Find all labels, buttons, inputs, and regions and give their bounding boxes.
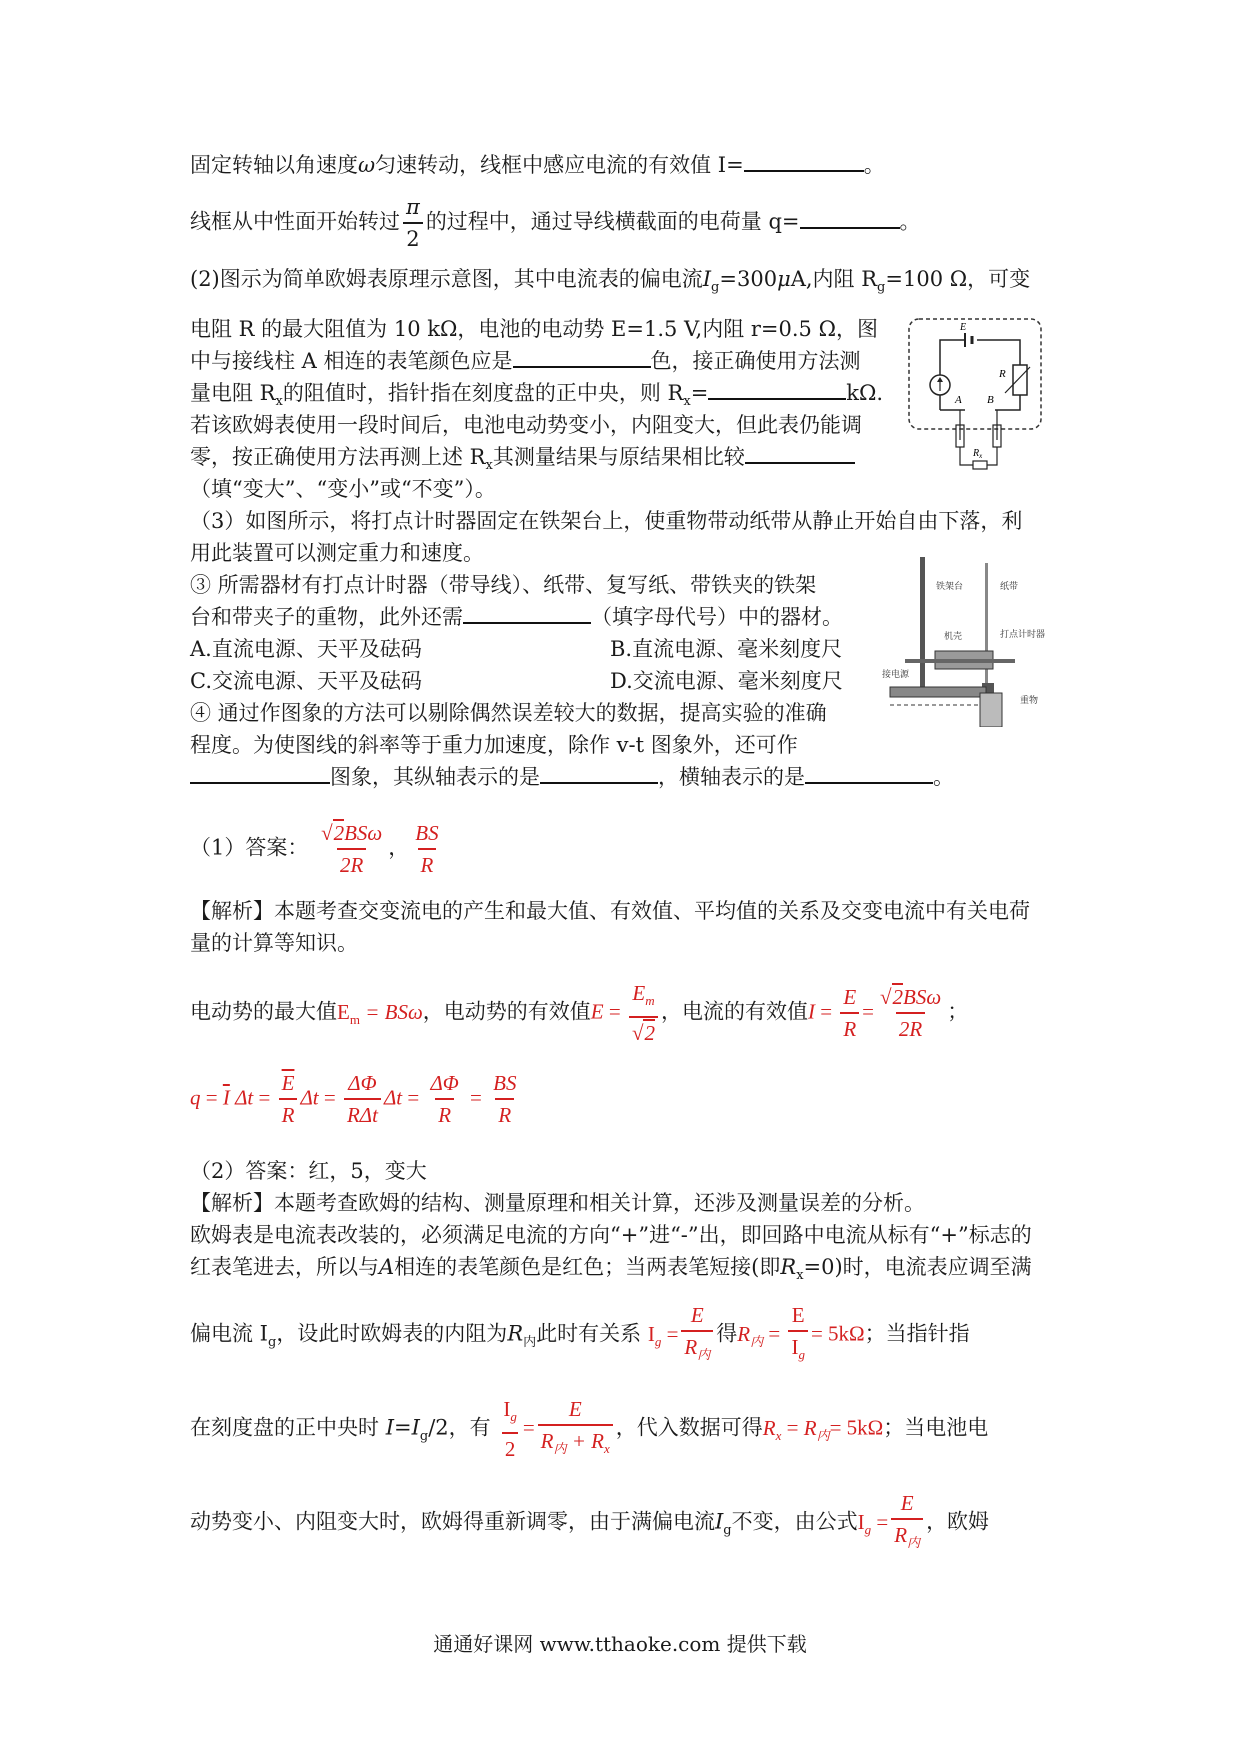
fraction-E-Rnei-Rx: $\frac{E}{R_内 + R_x}$	[538, 1394, 613, 1464]
fraction-BS-R: $\frac{BS}{R}$	[490, 1068, 519, 1130]
answer-blank	[463, 602, 591, 624]
terminal-B-label: B	[987, 394, 994, 406]
q3-option-D: D.交流电源、毫米刻度尺	[610, 669, 843, 693]
analysis-2-line5: 在刻度盘的正中央时 $I=I_g/2$，有 $\frac{I_g}{2}$ = $\frac{E}{R_内 + R_x}$ ，代入数据可得$R_x = R_内= 5k\Omega$；当电池电	[190, 1394, 988, 1464]
label-R: R	[999, 368, 1006, 380]
q3-line8: 图象，其纵轴表示的是 ，横轴表示的是 。	[190, 762, 954, 792]
q1-line1: 固定转轴以角速度ω匀速转动，线框中感应电流的有效值 I= 。	[190, 150, 885, 180]
answer-1-fraction-a: $\frac{\text{√2BSω}}{2R}$	[318, 818, 385, 880]
answer-blank	[805, 762, 933, 784]
q3-line3: ③ 所需器材有打点计时器（带导线）、纸带、复写纸、带铁夹的铁架	[190, 573, 817, 597]
analysis-2-line1: 【解析】本题考查欧姆的结构、测量原理和相关计算，还涉及测量误差的分析。	[190, 1191, 925, 1215]
iron-stand-pole	[920, 557, 925, 687]
answer-blank	[800, 207, 900, 229]
analysis-2-line4: 偏电流 $I_g$，设此时欧姆表的内阻为$R_内$此时有关系 $I_g$ = $\frac{E}{R_内}$ 得$R_内$ = $\frac{E}{I_g}$ = 5kΩ；当指针指	[190, 1300, 970, 1370]
answer-blank	[744, 150, 864, 172]
fraction-Ig-over-2: $\frac{I_g}{2}$	[500, 1394, 520, 1464]
q2-line3: 中与接线柱 A 相连的表笔颜色应是 色，接正确使用方法测	[190, 346, 861, 376]
analysis-1-line2: 量的计算等知识。	[190, 931, 358, 955]
label-power: 接电源	[882, 670, 910, 680]
analysis-1-formula-line: 电动势的最大值$E_m = BS\omega$，电动势的有效值E = $\frac{E_m}{√2}$ ，电流的有效值I = $\frac{E}{R}$ = $\frac{\text{√2BSω}}{2R}$ ；	[190, 978, 968, 1048]
label-paper-tape: 纸带	[1000, 582, 1019, 592]
label-weight: 重物	[1020, 696, 1039, 706]
terminal-A-label: A	[955, 394, 962, 406]
answer-blank	[708, 378, 846, 400]
q1-line2: 线框从中性面开始转过 $\frac{\pi}{2}$ 的过程中，通过导线横截面的电荷量 q= 。	[190, 192, 921, 254]
label-E: E	[960, 322, 967, 333]
label-iron-stand: 铁架台	[936, 582, 964, 592]
answer-1-fraction-b: $\frac{BS}{R}$	[412, 818, 441, 880]
q3-line4: 台和带夹子的重物，此外还需 （填字母代号）中的器材。	[190, 602, 843, 632]
answer-blank	[540, 762, 658, 784]
fraction-E-Ig: $\frac{E}{I_g}$	[788, 1300, 808, 1370]
analysis-2-line2: 欧姆表是电流表改装的，必须满足电流的方向“+”进“-”出，即回路中电流从标有“+”标志的	[190, 1223, 1032, 1247]
q2-line7: （填“变大”、“变小”或“不变”）。	[190, 477, 496, 501]
fraction-E-eff: $\frac{E_m}{√2}$	[629, 978, 658, 1048]
q3-line2: 用此装置可以测定重力和速度。	[190, 541, 484, 565]
paper-tape	[985, 563, 988, 693]
answer-blank	[190, 762, 330, 784]
answer-blank	[745, 442, 855, 464]
fraction-E-Rnei: $\frac{E}{R_内}$	[681, 1300, 713, 1370]
q3-option-A: A.直流电源、天平及砝码	[190, 637, 422, 661]
q2-line5: 若该欧姆表使用一段时间后，电池电动势变小，内阻变大，但此表仍能调	[190, 413, 862, 437]
q3-line7: 程度。为使图线的斜率等于重力加速度，除作 v-t 图象外，还可作	[190, 733, 798, 757]
q3-line1: （3）如图所示，将打点计时器固定在铁架台上，使重物带动纸带从静止开始自由下落，利	[190, 509, 1023, 533]
page-footer: 通通好课网 www.tthaoke.com 提供下载	[433, 1632, 807, 1656]
fraction-E-Rnei-2: $\frac{E}{R_内}$	[891, 1488, 923, 1558]
fraction-I-eff: $\frac{\text{√2BSω}}{2R}$	[877, 982, 944, 1044]
analysis-2-line6: 动势变小、内阻变大时，欧姆得重新调零，由于满偏电流$I_g$不变，由公式$I_g$ = $\frac{E}{R_内}$ ，欧姆	[190, 1488, 989, 1558]
label-housing: 机壳	[944, 632, 963, 642]
timer-apparatus-figure	[880, 555, 1055, 727]
q2-line6: 零，按正确使用方法再测上述 $R_x$其测量结果与原结果相比较	[190, 442, 855, 481]
fraction-dphi-RDt: $\frac{\Delta\Phi}{\text{RΔt}}$	[344, 1068, 381, 1130]
ohmmeter-diagram	[905, 315, 1045, 473]
formula-Em: $E_m = BS\omega$	[337, 999, 423, 1027]
analysis-1-line1: 【解析】本题考查交变流电的产生和最大值、有效值、平均值的关系及交变电流中有关电荷	[190, 899, 1030, 923]
analysis-1-charge-formula: $q = \overline{I}$ Δt = $\frac{\overline{E}}{R}$ Δt = $\frac{\Delta\Phi}{\text{RΔt}}$ Δt = $\frac{\Delta\Phi}{R}$ = $\frac{BS}{R}$	[190, 1068, 522, 1130]
fraction-E-over-R: $\frac{E}{R}$	[840, 982, 859, 1044]
q3-option-B: B.直流电源、毫米刻度尺	[610, 637, 843, 661]
variable-resistor-icon	[1013, 365, 1027, 395]
fraction-dphi-R: $\frac{\Delta\Phi}{R}$	[427, 1068, 461, 1130]
label-timer: 打点计时器	[1000, 630, 1046, 640]
analysis-2-line3: 红表笔进去，所以与A相连的表笔颜色是红色；当两表笔短接(即$R_x=0$)时，电流表应调至满	[190, 1255, 1032, 1284]
dashed-enclosure	[909, 319, 1041, 429]
q3-line6: ④ 通过作图象的方法可以剔除偶然误差较大的数据，提高实验的准确	[190, 701, 827, 725]
answer-blank	[513, 346, 651, 368]
answer-2: （2）答案：红，5，变大	[190, 1159, 427, 1183]
fraction-Ebar-R: $\frac{\overline{E}}{R}$	[279, 1068, 298, 1130]
q2-line2: 电阻 R 的最大阻值为 10 kΩ，电池的电动势 E=1.5 V,内阻 r=0.5 Ω，图	[190, 317, 879, 341]
label-Rx: $R_x$	[973, 448, 983, 460]
q3-option-C: C.交流电源、天平及砝码	[190, 669, 422, 693]
q2-line1: (2)图示为简单欧姆表原理示意图，其中电流表的偏电流$I_g=300\mu A$,内阻 $R_g=100$ Ω，可变	[190, 267, 1031, 296]
answer-1: （1）答案： $\frac{\text{√2BSω}}{2R}$ ， $\frac{BS}{R}$	[190, 818, 445, 880]
q2-line4: 量电阻 $R_x$的阻值时，指针指在刻度盘的正中央，则 $R_x= k\Omega$.	[190, 378, 883, 417]
resistor-Rx-icon	[973, 461, 987, 469]
pi-over-2: $\frac{\pi}{2}$	[403, 192, 423, 254]
table-edge	[890, 687, 986, 697]
